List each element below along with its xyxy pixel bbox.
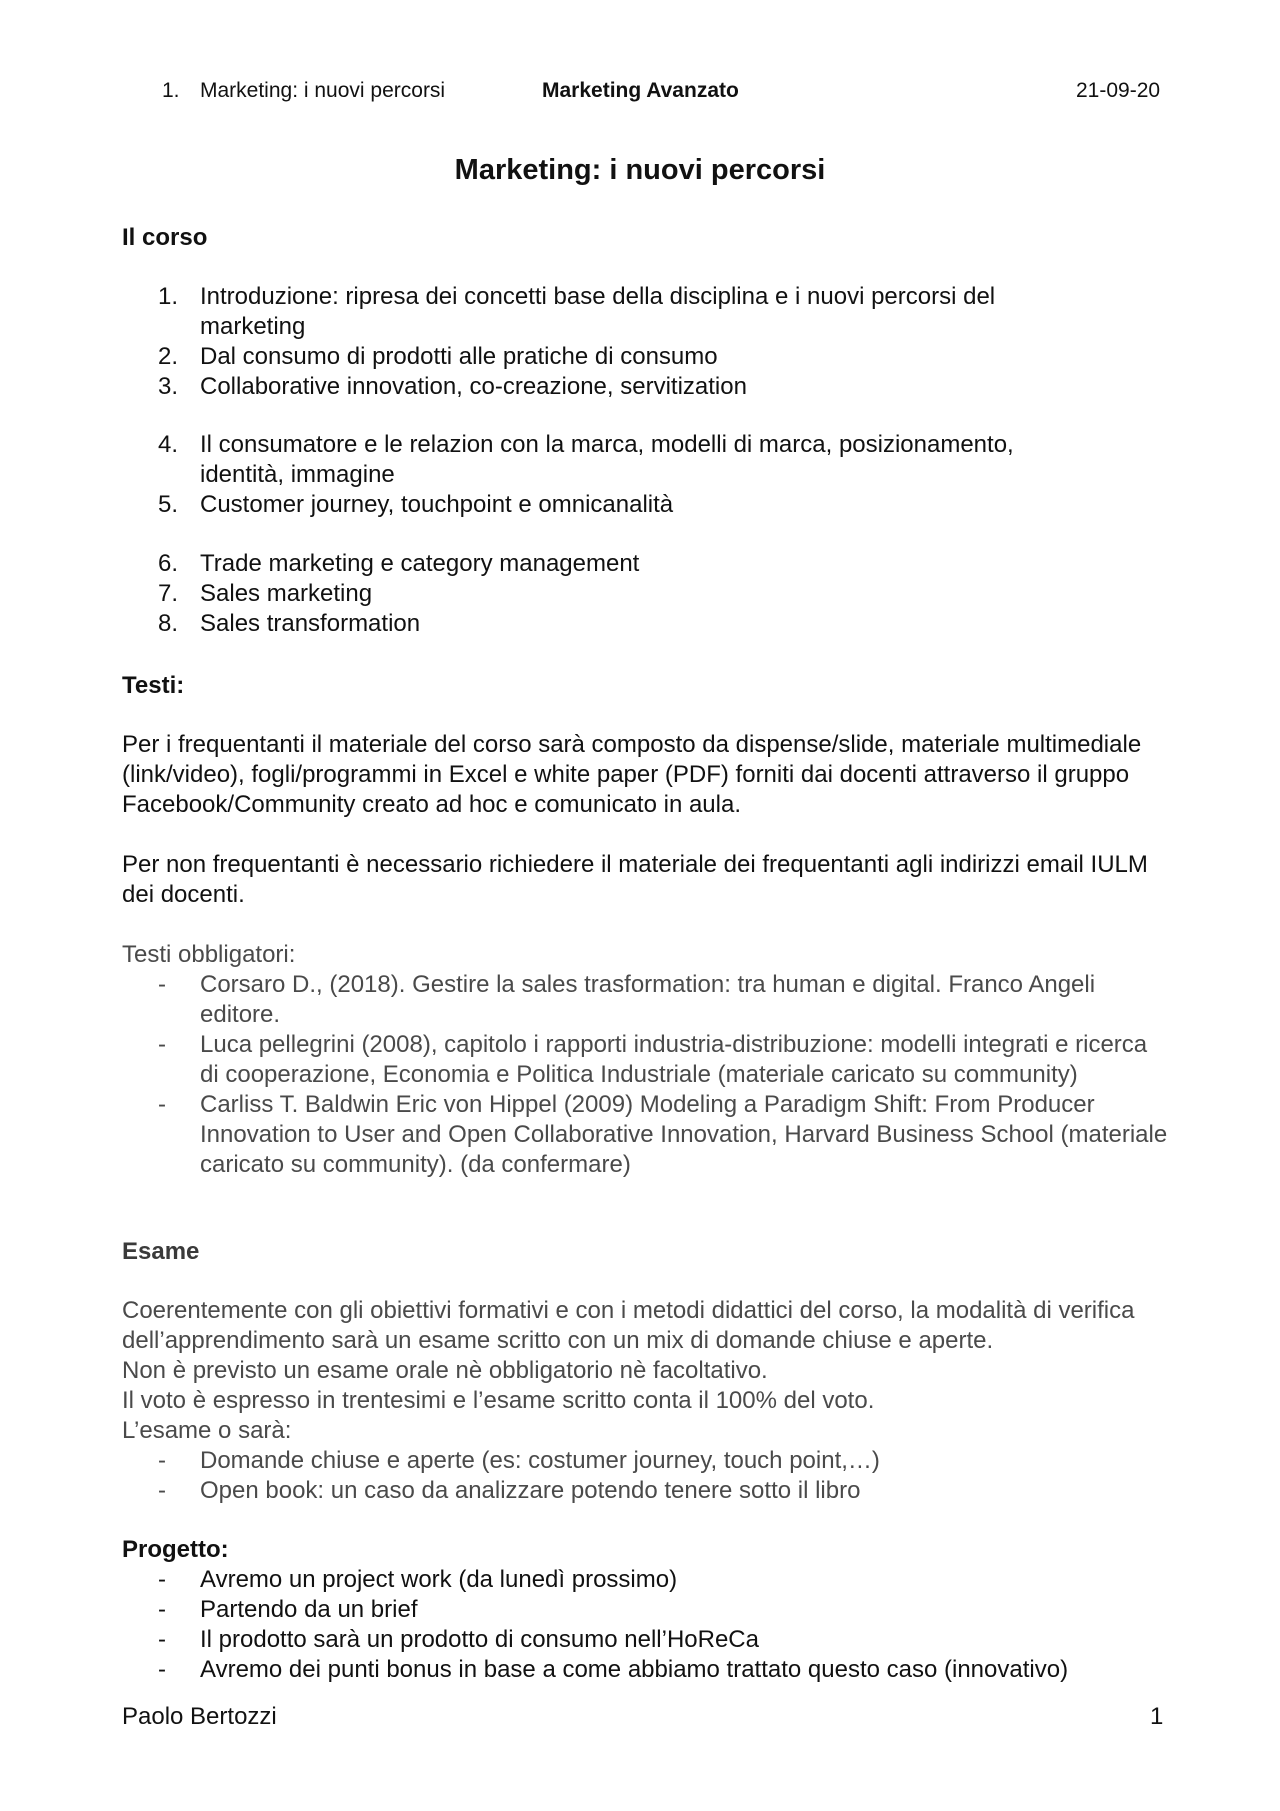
section-heading-progetto: Progetto: <box>122 1536 229 1563</box>
list-item <box>0 490 1280 520</box>
esame-paragraph-voto: Il voto è espresso in trentesimi e l’esame scritto conta il 100% del voto. <box>122 1387 875 1414</box>
item-text: Dal consumo di prodotti alle pratiche di consumo <box>200 343 718 370</box>
list-item <box>0 1476 1280 1506</box>
header-chapter-title: Marketing: i nuovi percorsi <box>200 79 446 102</box>
list-item <box>0 1090 1280 1180</box>
esame-paragraph-modalita: Coerentemente con gli obiettivi formativi e con i metodi didattici del corso, la modalità di verifica dell’apprendimento sarà un esame scritto con un mix di domande chiuse e aperte. <box>122 1297 1135 1354</box>
testi-obbligatori-label: Testi obbligatori: <box>122 941 296 968</box>
item-text: Corsaro D., (2018). Gestire la sales trasformation: tra human e digital. Franco Angeli editore. <box>200 971 1096 1028</box>
list-item <box>0 549 1280 579</box>
bullet-dash: - <box>158 1091 166 1118</box>
item-number: 8. <box>158 610 179 637</box>
section-heading-corso: Il corso <box>122 224 208 251</box>
list-item <box>0 1625 1280 1655</box>
footer-author: Paolo Bertozzi <box>122 1703 277 1730</box>
project-list <box>0 1565 1280 1685</box>
footer-page-number: 1 <box>1150 1703 1164 1730</box>
header-chapter-number: 1. <box>162 79 180 102</box>
course-topics-list-b <box>0 430 1280 520</box>
list-item <box>0 1655 1280 1685</box>
exam-format-list <box>0 1446 1280 1506</box>
course-topics-list-a <box>0 282 1280 402</box>
item-text: Luca pellegrini (2008), capitolo i rapporti industria-distribuzione: modelli integrati e ricerca di cooperazione, Economia e Politica Industriale (materiale caricato su community) <box>200 1031 1148 1088</box>
page-title: Marketing: i nuovi percorsi <box>454 154 826 186</box>
item-text: Avremo dei punti bonus in base a come abbiamo trattato questo caso (innovativo) <box>200 1656 1069 1683</box>
header-date: 21-09-20 <box>1076 79 1161 102</box>
list-item <box>0 430 1280 490</box>
item-number: 1. <box>158 283 179 310</box>
bullet-dash: - <box>158 1447 166 1474</box>
bullet-dash: - <box>158 1596 166 1623</box>
esame-paragraph-orale: Non è previsto un esame orale nè obbligatorio nè facoltativo. <box>122 1357 768 1384</box>
item-number: 3. <box>158 373 179 400</box>
testi-paragraph-non-frequentanti: Per non frequentanti è necessario richiedere il materiale dei frequentanti agli indirizzi email IULM dei docenti. <box>122 851 1148 908</box>
list-item <box>0 282 1280 342</box>
bullet-dash: - <box>158 1031 166 1058</box>
bullet-dash: - <box>158 1626 166 1653</box>
course-topics-list-c <box>0 549 1280 639</box>
list-item <box>0 609 1280 639</box>
item-number: 2. <box>158 343 179 370</box>
list-item <box>0 1595 1280 1625</box>
bullet-dash: - <box>158 1656 166 1683</box>
item-text: Avremo un project work (da lunedì prossimo) <box>200 1566 678 1593</box>
testi-paragraph-frequentanti: Per i frequentanti il materiale del corso sarà composto da dispense/slide, materiale multimediale (link/video), fogli/programmi in Excel e white paper (PDF) forniti dai docenti attraverso il gruppo Facebook/Community creato ad hoc e comunicato in aula. <box>122 731 1142 818</box>
required-texts-list <box>0 970 1280 1180</box>
item-text: Partendo da un brief <box>200 1596 418 1623</box>
item-text: Sales transformation <box>200 610 421 637</box>
bullet-dash: - <box>158 1566 166 1593</box>
item-number: 7. <box>158 580 179 607</box>
section-heading-testi: Testi: <box>122 672 185 699</box>
bullet-dash: - <box>158 1477 166 1504</box>
item-text: Introduzione: ripresa dei concetti base della disciplina e i nuovi percorsi del marketing <box>200 283 996 340</box>
item-text: Trade marketing e category management <box>200 550 640 577</box>
list-item <box>0 970 1280 1030</box>
list-item <box>0 342 1280 372</box>
list-item <box>0 1030 1280 1090</box>
item-text: Open book: un caso da analizzare potendo tenere sotto il libro <box>200 1477 861 1504</box>
list-item <box>0 1565 1280 1595</box>
list-item <box>0 372 1280 402</box>
item-text: Carliss T. Baldwin Eric von Hippel (2009) Modeling a Paradigm Shift: From Producer Innovation to User and Open Collaborative Innovation, Harvard Business School (materiale caricato su community). (da confermare) <box>200 1091 1168 1178</box>
item-text: Collaborative innovation, co-creazione, servitization <box>200 373 747 400</box>
item-number: 4. <box>158 431 179 458</box>
item-text: Il consumatore e le relazion con la marca, modelli di marca, posizionamento, identità, immagine <box>200 431 1014 488</box>
item-text: Sales marketing <box>200 580 373 607</box>
bullet-dash: - <box>158 971 166 998</box>
item-number: 6. <box>158 550 179 577</box>
section-heading-esame: Esame <box>122 1238 200 1265</box>
header-course-name: Marketing Avanzato <box>542 79 739 102</box>
list-item <box>0 1446 1280 1476</box>
list-item <box>0 579 1280 609</box>
esame-paragraph-sara: L’esame o sarà: <box>122 1417 292 1444</box>
item-text: Customer journey, touchpoint e omnicanalità <box>200 491 674 518</box>
item-text: Domande chiuse e aperte (es: costumer journey, touch point,…) <box>200 1447 880 1474</box>
item-text: Il prodotto sarà un prodotto di consumo nell’HoReCa <box>200 1626 759 1653</box>
item-number: 5. <box>158 491 179 518</box>
